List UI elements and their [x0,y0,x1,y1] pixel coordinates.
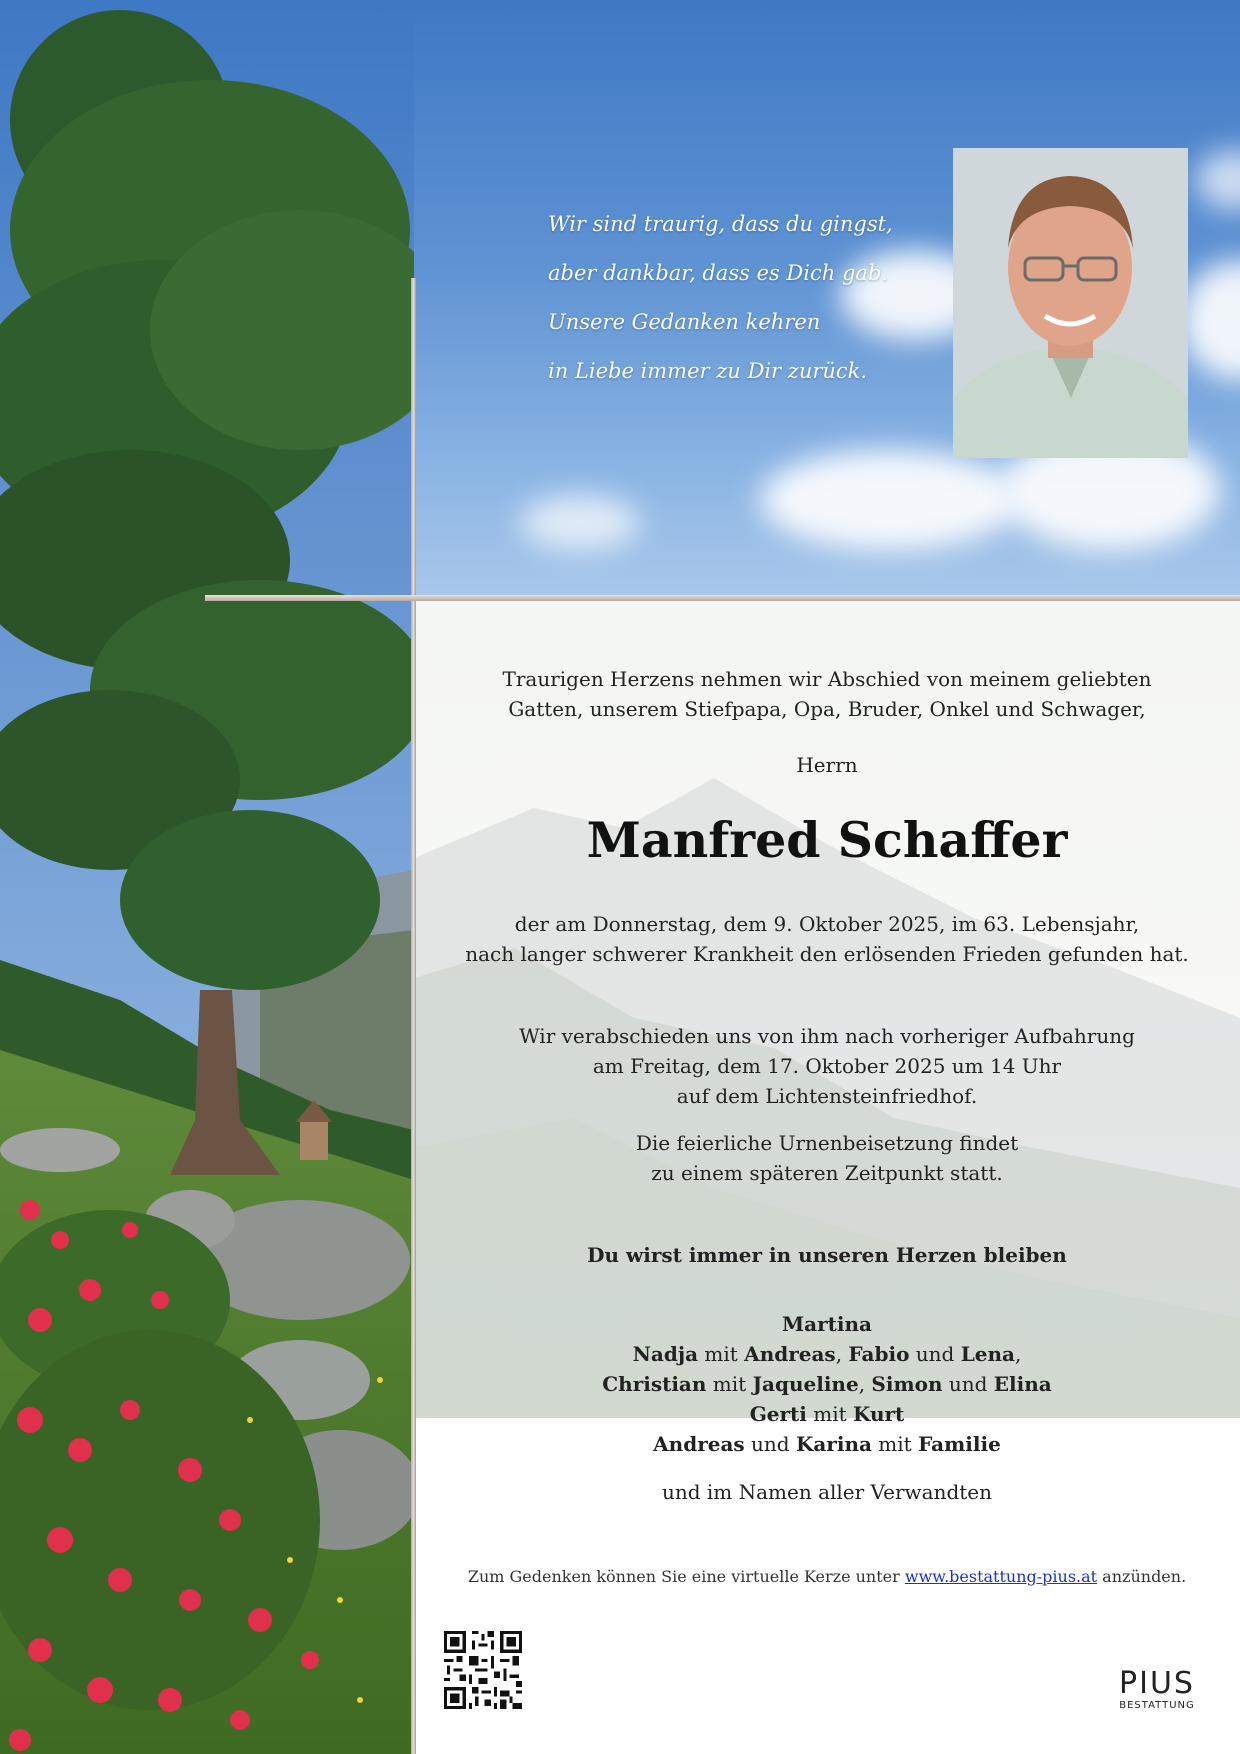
mourner-connector: mit [871,1432,919,1456]
poem [548,200,908,396]
poem-line: Unsere Gedanken kehren [548,310,821,334]
farewell-line: Wir verabschieden uns von ihm nach vorheriger Aufbahrung [519,1024,1135,1048]
portrait-image [953,148,1188,458]
memorial-website-link[interactable]: www.bestattung-pius.at [904,1567,1098,1586]
mourner-name: Simon [871,1372,943,1396]
mourner-connector: , [835,1342,849,1366]
mourner-connector: , [858,1372,872,1396]
mourner-name: Karina [795,1432,872,1456]
mourners-list [414,1309,1240,1459]
landscape-photo [0,0,414,1754]
mourner-connector: und [909,1342,961,1366]
intro-line: Gatten, unserem Stiefpapa, Opa, Bruder, Onkel und Schwager, [508,697,1146,721]
mourner-row [414,1369,1240,1399]
mourner-connector: und [744,1432,796,1456]
mourner-row [414,1429,1240,1459]
poem-line: aber dankbar, dass es Dich gab. [548,261,889,285]
mourner-name: Elina [993,1372,1052,1396]
relatives-line: und im Namen aller Verwandten [661,1480,993,1504]
death-notice-line: nach langer schwerer Krankheit den erlösenden Frieden gefunden hat. [465,942,1189,966]
portrait-photo [953,148,1188,458]
memorial-text-after: anzünden. [1097,1567,1187,1586]
mourner-name: Christian [602,1372,707,1396]
memorial-note [414,1566,1240,1588]
intro-text [414,664,1240,724]
mourner-connector: und [942,1372,994,1396]
tree-and-meadow-image [0,0,414,1754]
urn-burial-info [414,1128,1240,1188]
motto: Du wirst immer in unseren Herzen bleiben [587,1243,1067,1267]
farewell-info [414,1021,1240,1111]
intro-line: Traurigen Herzens nehmen wir Abschied von meinem geliebten [502,667,1152,691]
mourner-name: Andreas [653,1432,745,1456]
logo-subtitle: BESTATTUNG [1119,1700,1195,1711]
mourner-connector: mit [698,1342,745,1366]
farewell-line: am Freitag, dem 17. Oktober 2025 um 14 Uhr [592,1054,1062,1078]
deceased-name: Manfred Schaffer [586,811,1068,869]
poem-line: Wir sind traurig, dass du gingst, [548,212,893,236]
mourner-row [414,1309,1240,1339]
mourner-connector: mit [706,1372,753,1396]
pius-bestattung-logo [1112,1668,1202,1718]
mourner-name: Martina [782,1312,872,1336]
urn-line: zu einem späteren Zeitpunkt statt. [651,1161,1003,1185]
mourner-name: Fabio [848,1342,910,1366]
qr-code[interactable] [444,1631,522,1709]
mourner-name: Andreas [744,1342,836,1366]
salutation: Herrn [796,753,858,777]
mourner-row [414,1399,1240,1429]
cross-vertical-beam [411,278,416,1754]
cross-horizontal-beam [205,595,1240,601]
mourner-name: Lena [960,1342,1015,1366]
farewell-line: auf dem Lichtensteinfriedhof. [676,1084,978,1108]
mourner-name: Jaqueline [752,1372,859,1396]
mourner-row [414,1339,1240,1369]
mourner-connector: mit [806,1402,854,1426]
logo-wordmark: PIUS [1119,1666,1195,1701]
death-notice [414,909,1240,969]
mourner-connector: , [1015,1342,1022,1366]
mourner-name: Gerti [749,1402,807,1426]
memorial-text-before: Zum Gedenken können Sie eine virtuelle Kerze unter [467,1567,905,1586]
mourner-name: Nadja [632,1342,699,1366]
urn-line: Die feierliche Urnenbeisetzung findet [635,1131,1019,1155]
mourner-name: Kurt [853,1402,905,1426]
death-notice-line: der am Donnerstag, dem 9. Oktober 2025, im 63. Lebensjahr, [514,912,1140,936]
memorial-line [414,1566,1240,1588]
poem-line: in Liebe immer zu Dir zurück. [548,359,868,383]
mourner-name: Familie [918,1432,1001,1456]
